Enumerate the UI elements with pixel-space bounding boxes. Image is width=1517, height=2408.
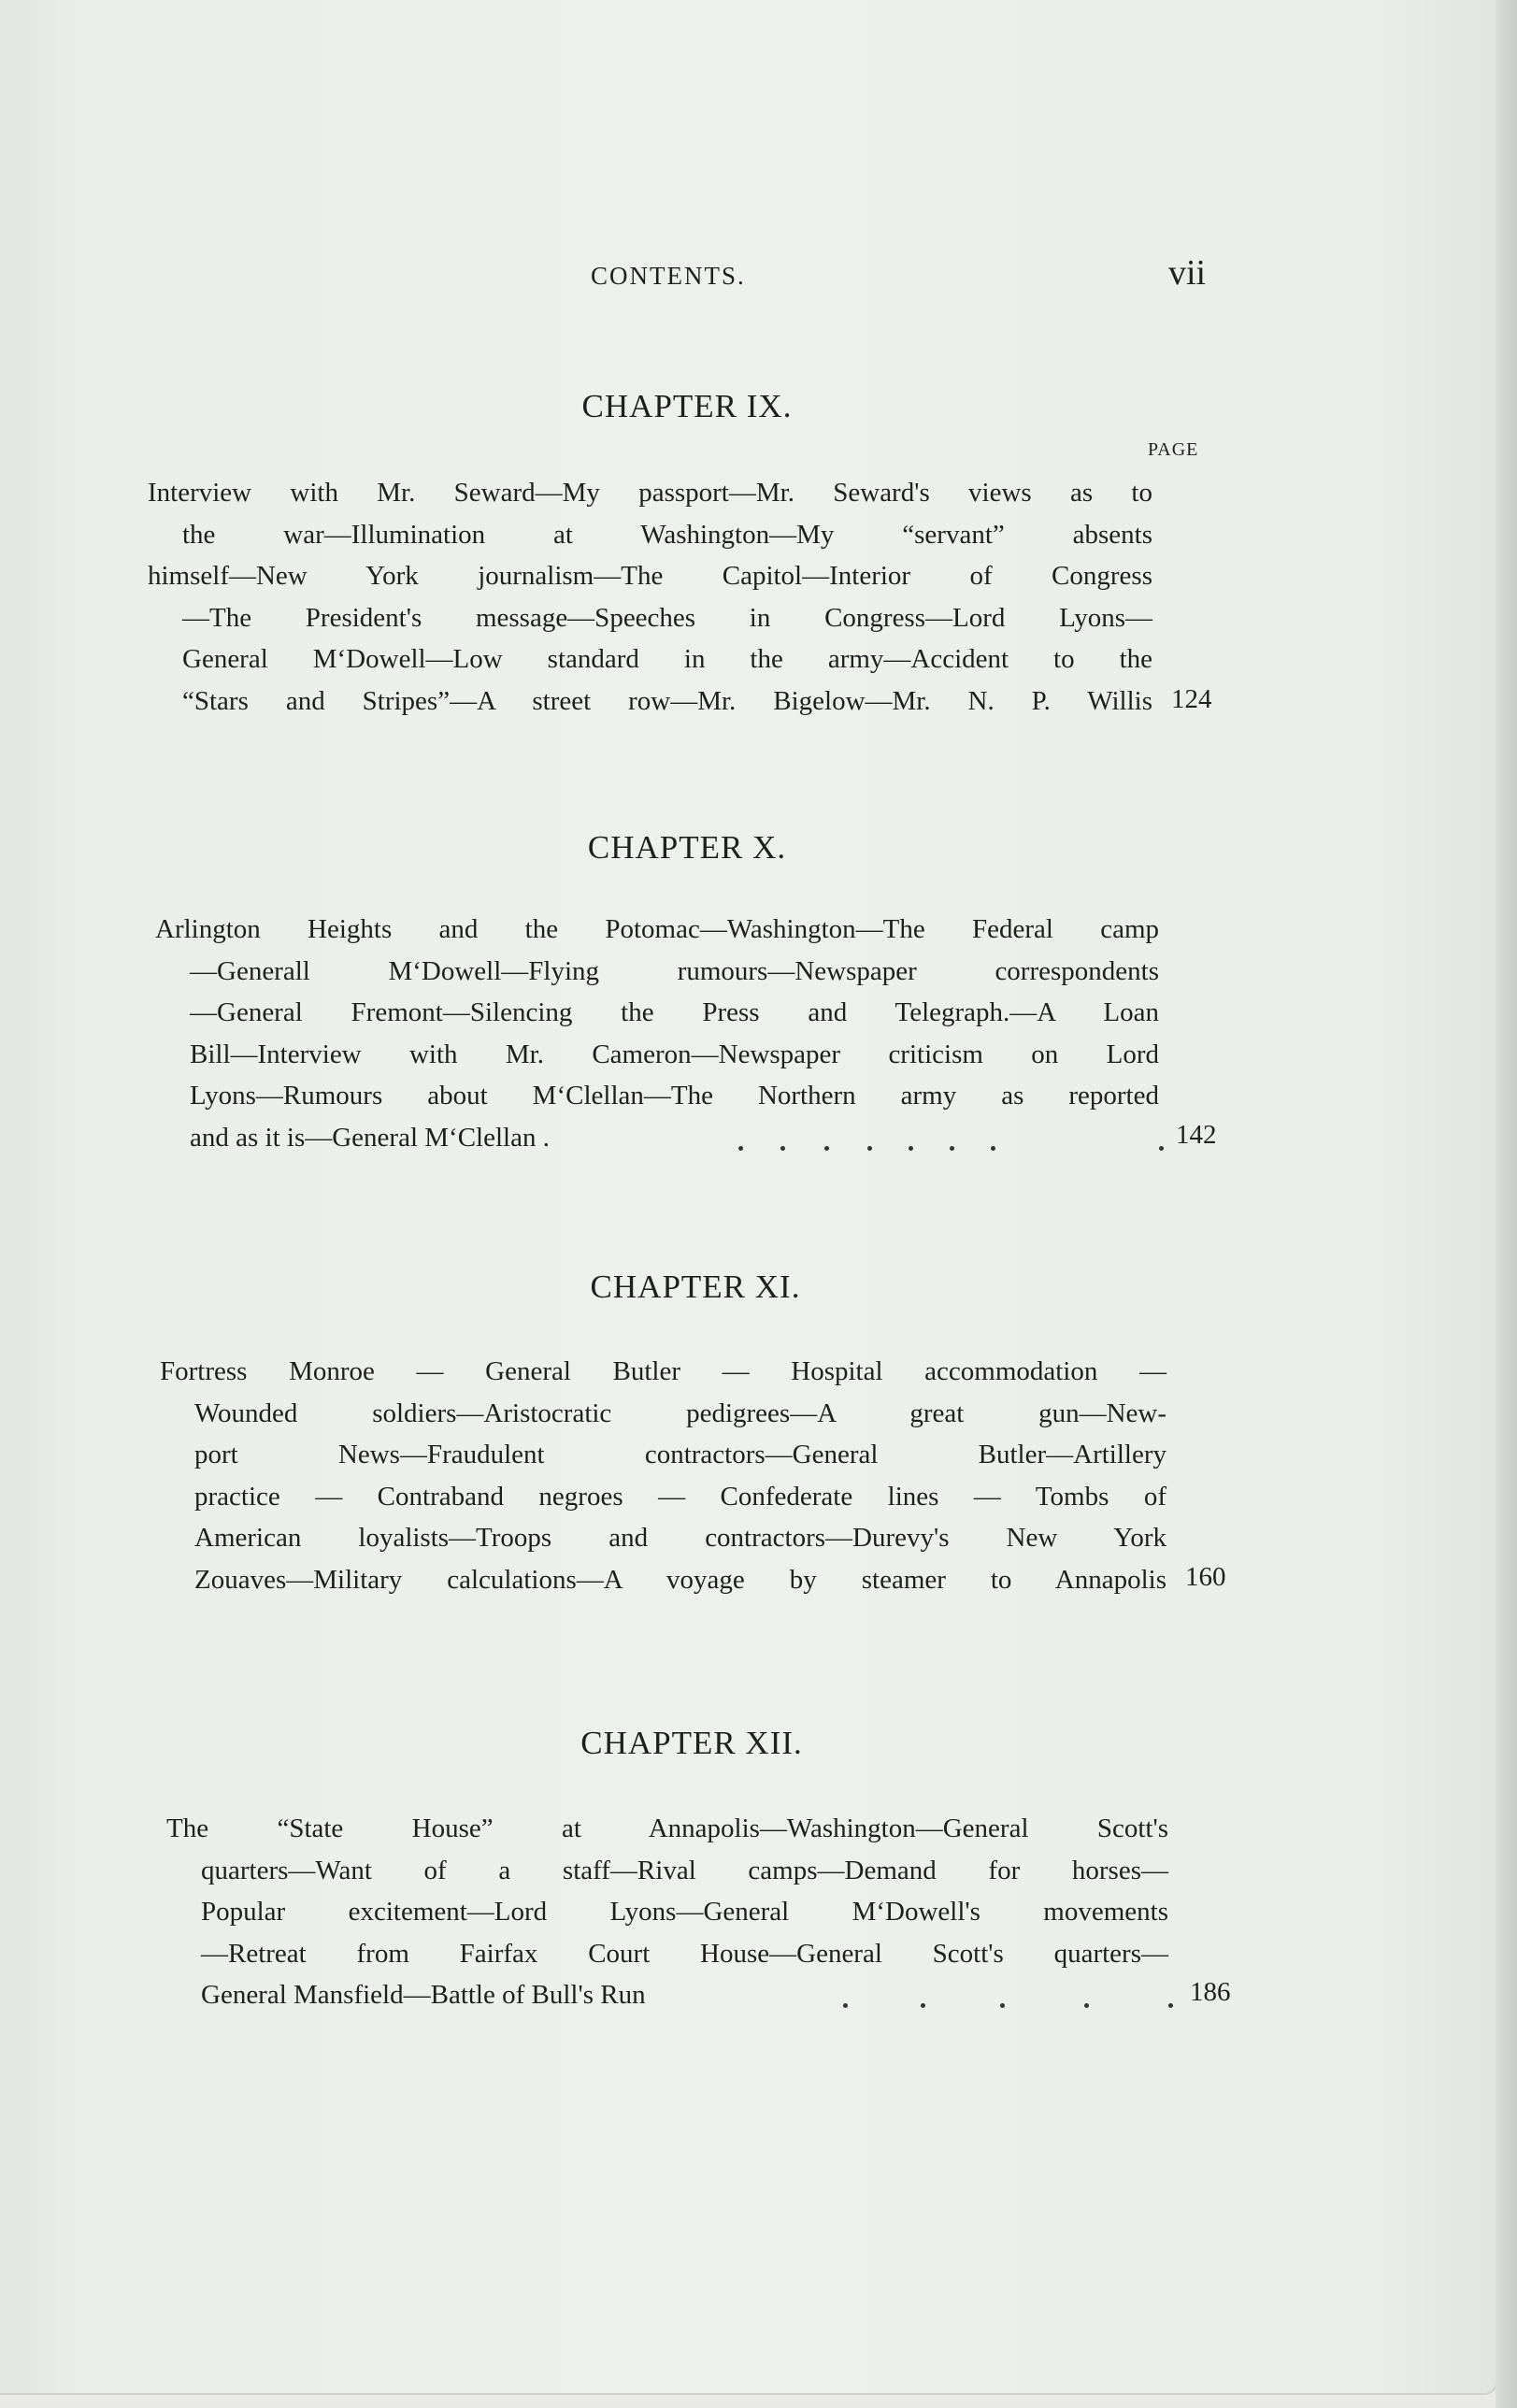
leader-dot	[991, 1146, 995, 1151]
chapter-title: CHAPTER IX.	[581, 388, 793, 424]
summary-line: practice — Contraband negroes — Confederate lines — Tombs of	[194, 1481, 1166, 1512]
leader-dot	[950, 1146, 954, 1151]
summary-line: “Stars and Stripes”—A street row—Mr. Bigelow—Mr. N. P. Willis	[182, 685, 1152, 716]
summary-line: and as it is—General M‘Clellan .	[190, 1122, 550, 1153]
summary-line: Popular excitement—Lord Lyons—General M‘Dowell's movements	[201, 1897, 1168, 1927]
running-head: CONTENTS.	[591, 262, 746, 290]
leader-dot	[780, 1146, 785, 1151]
summary-line: the war—Illumination at Washington—My “servant” absents	[182, 519, 1152, 550]
summary-line: port News—Fraudulent contractors—General Butler—Artillery	[194, 1440, 1166, 1469]
leader-dot	[738, 1146, 743, 1151]
leader-dot	[843, 2003, 848, 2008]
leader-dot	[1168, 2003, 1173, 2008]
summary-line: quarters—Want of a staff—Rival camps—Demand for horses—	[201, 1855, 1168, 1885]
summary-line: —The President's message—Speeches in Congress—Lord Lyons—	[182, 602, 1152, 633]
summary-line: himself—New York journalism—The Capitol—Interior of Congress	[148, 561, 1152, 591]
summary-line: General M‘Dowell—Low standard in the army—Accident to the	[182, 644, 1152, 674]
leader-dot	[824, 1146, 829, 1151]
chapter-page-number: 142	[1176, 1120, 1217, 1150]
chapter-title: CHAPTER XII.	[580, 1725, 803, 1761]
summary-line: The “State House” at Annapolis—Washington—General Scott's	[166, 1813, 1168, 1843]
chapter-summary	[155, 909, 1159, 1158]
leader-dot	[921, 2003, 925, 2008]
leader-dot	[867, 1146, 872, 1151]
page-edge	[1496, 0, 1517, 2408]
leader-dot	[1159, 1146, 1164, 1151]
leader-dot	[1000, 2003, 1005, 2008]
page-column-label: PAGE	[1148, 439, 1199, 460]
summary-line: —General Fremont—Silencing the Press and Telegraph.—A Loan	[190, 997, 1159, 1027]
chapter-title: CHAPTER X.	[587, 829, 787, 866]
summary-line: Interview with Mr. Seward—My passport—Mr. Seward's views as to	[148, 478, 1152, 508]
summary-line: —Generall M‘Dowell—Flying rumours—Newspaper correspondents	[190, 955, 1159, 986]
summary-line: Fortress Monroe — General Butler — Hospital accommodation —	[160, 1356, 1166, 1386]
summary-line: Zouaves—Military calculations—A voyage by steamer to Annapolis	[194, 1564, 1166, 1595]
chapter-title: CHAPTER XI.	[590, 1268, 801, 1305]
summary-line: —Retreat from Fairfax Court House—General Scott's quarters—	[201, 1938, 1168, 1969]
summary-line: Bill—Interview with Mr. Cameron—Newspaper criticism on Lord	[190, 1039, 1159, 1069]
chapter-summary	[148, 472, 1152, 722]
chapter-page-number: 124	[1171, 684, 1212, 714]
chapter-page-number: 160	[1185, 1562, 1226, 1592]
summary-line: General Mansfield—Battle of Bull's Run	[201, 1980, 646, 2010]
chapter-page-number: 186	[1190, 1977, 1231, 2007]
chapter-summary	[160, 1351, 1166, 1600]
summary-line: Arlington Heights and the Potomac—Washington—The Federal camp	[155, 914, 1159, 944]
leader-dot	[1084, 2003, 1089, 2008]
summary-line: Lyons—Rumours about M‘Clellan—The Northern army as reported	[190, 1081, 1159, 1111]
leader-dot	[909, 1146, 913, 1151]
summary-line: Wounded soldiers—Aristocratic pedigrees—A great gun—New-	[194, 1398, 1166, 1428]
summary-line: American loyalists—Troops and contractors—Durevy's New York	[194, 1523, 1166, 1553]
chapter-summary	[166, 1808, 1168, 2016]
folio-page-number: vii	[1168, 253, 1207, 293]
